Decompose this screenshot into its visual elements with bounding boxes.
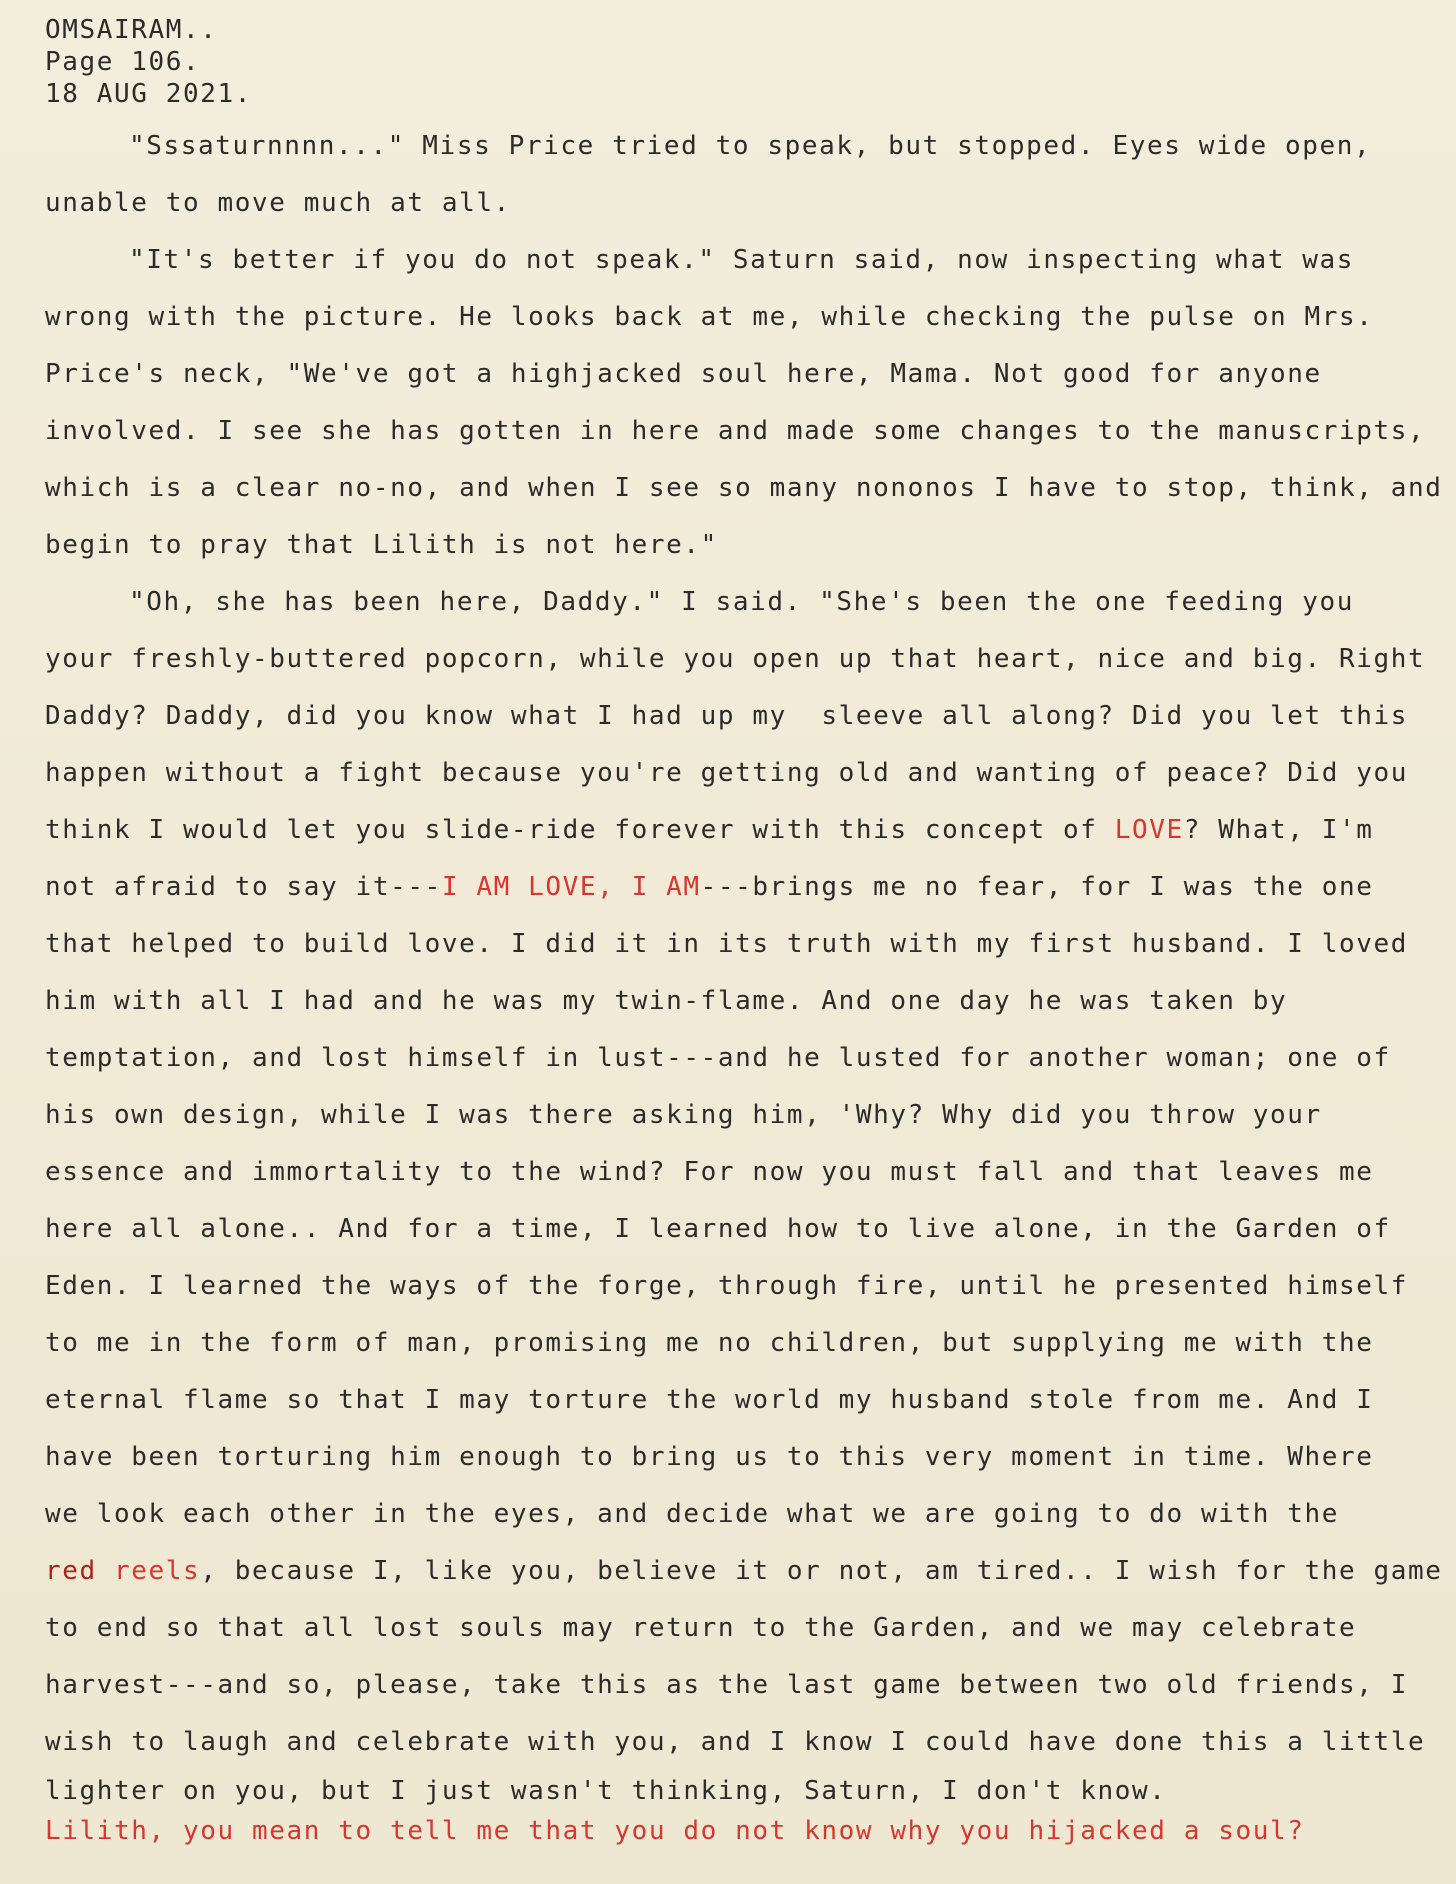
text-line: "Oh, she has been here, Daddy." I said. "She's been the one feeding you [129,587,1354,617]
text-line: his own design, while I was there asking him, 'Why? Why did you throw your [45,1100,1322,1130]
text-line: eternal flame so that I may torture the world my husband stole from me. And I [45,1385,1374,1415]
text-line [45,802,1435,859]
text-line: happen without a fight because you're getting old and wanting of peace? Did you [45,758,1409,788]
red-i-am-love: I AM LOVE, I AM [441,872,701,902]
text-line: Eden. I learned the ways of the forge, through fire, until he presented himself [45,1271,1409,1301]
text-line: temptation, and lost himself in lust---and he lusted for another woman; one of [45,1043,1391,1073]
reels-word: reels [96,1556,201,1586]
manuscript-body [45,118,1443,1851]
text-line: Price's neck, "We've got a highjacked soul here, Mama. Not good for anyone [45,359,1322,389]
text-line: that helped to build love. I did it in its truth with my first husband. I loved [45,929,1409,959]
header-title: OMSAIRAM.. [45,15,218,45]
text-line: him with all I had and he was my twin-flame. And one day he was taken by [45,986,1288,1016]
text-line [45,1543,1443,1600]
text-line: your freshly-buttered popcorn, while you open up that heart, nice and big. Right [45,644,1426,674]
text-line: have been torturing him enough to bring us to this very moment in time. Where [45,1442,1374,1472]
text-line: to me in the form of man, promising me no children, but supplying me with the [45,1328,1374,1358]
text-line: wrong with the picture. He looks back at me, while checking the pulse on Mrs. [45,302,1374,332]
text-line: involved. I see she has gotten in here and made some changes to the manuscripts, [45,416,1426,446]
text-line: "It's better if you do not speak." Saturn said, now inspecting what was [129,245,1354,275]
red-question-line: Lilith, you mean to tell me that you do not know why you hijacked a soul? [45,1816,1305,1846]
text-line: here all alone.. And for a time, I learned how to live alone, in the Garden of [45,1214,1391,1244]
text-line: lighter on you, but I just wasn't thinking, Saturn, I don't know. [45,1776,1167,1806]
text-line: begin to pray that Lilith is not here." [45,530,718,560]
text-line: Daddy? Daddy, did you know what I had up my sleeve all along? Did you let this [45,701,1409,731]
text-line: wish to laugh and celebrate with you, and I know I could have done this a little [45,1727,1426,1757]
text-line: to end so that all lost souls may return to the Garden, and we may celebrate [45,1613,1357,1643]
red-word: red [45,1556,97,1586]
page-header [45,14,252,110]
text-line: harvest---and so, please, take this as the last game between two old friends, I [45,1670,1409,1700]
text-line: essence and immortality to the wind? For now you must fall and that leaves me [45,1157,1374,1187]
text-line: unable to move much at all. [45,188,511,218]
page-date: 18 AUG 2021. [45,79,253,109]
text-line [45,859,1435,916]
page-number: Page 106. [45,47,201,77]
text-segment: ---brings me no fear, for I was the one [700,872,1374,902]
text-segment: ? What, I'm [1183,815,1374,845]
text-line: we look each other in the eyes, and decide what we are going to do with the [45,1499,1339,1529]
text-segment: , because I, like you, believe it or not, am tired.. I wish for the game [200,1556,1443,1586]
text-segment: not afraid to say it--- [45,872,442,902]
text-line: "Sssaturnnnn..." Miss Price tried to speak, but stopped. Eyes wide open, [129,131,1372,161]
red-love-word: LOVE [1114,815,1184,845]
text-line: which is a clear no-no, and when I see so many nononos I have to stop, think, and [45,473,1443,503]
text-segment: think I would let you slide-ride forever with this concept of [45,815,1115,845]
